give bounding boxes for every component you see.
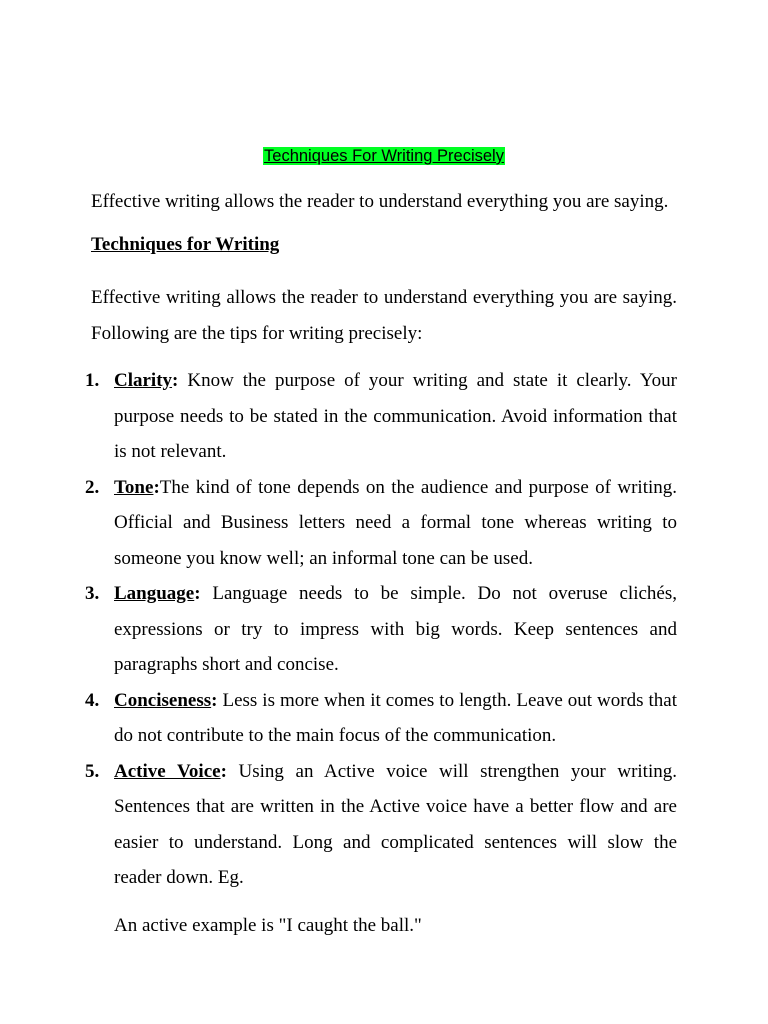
list-item-number: 5. [85,760,100,782]
section-intro-paragraph: Effective writing allows the reader to understand everything you are saying. Following are the tips for writing precisely: [91,287,677,344]
list-item-text: Using an Active voice will strengthen your writing. Sentences that are written in the Active voice have a better flow and are easier to understand. Long and complicated sentences will slow the reader down. Eg. [114,760,677,888]
list-item-number: 2. [85,476,100,498]
list-item-number: 3. [85,583,100,604]
list-item-number: 4. [85,689,100,711]
list-item-term: Conciseness [114,689,212,711]
list-item-text: Less is more when it comes to length. Leave out words that do not contribute to the main focus of the communication. [114,689,677,746]
list-item [85,683,677,754]
list-item-colon: : [211,689,218,711]
document-title [91,143,677,170]
list-item-term: Clarity [114,370,173,391]
list-item-number: 1. [85,370,100,391]
list-item-text: Language needs to be simple. Do not overuse clichés, expressions or try to impress with big words. Keep sentences and paragraphs short and concise. [114,583,677,675]
list-item-colon: : [153,476,160,498]
intro-paragraph: Effective writing allows the reader to understand everything you are saying. [91,191,669,212]
list-item [85,470,677,577]
list-item-colon: : [172,370,179,391]
list-item [85,363,677,470]
section-heading: Techniques for Writing [91,234,280,255]
list-item-term: Tone [114,476,154,498]
list-item-text: The kind of tone depends on the audience and purpose of writing. Official and Business letters need a formal tone whereas writing to someone you know well; an informal tone can be used. [114,476,677,569]
list-item-colon: : [194,583,201,604]
list-item-term: Language [114,583,195,604]
list-item-term: Active Voice [114,760,221,782]
list-item [85,576,677,683]
document-page [85,143,677,944]
list-item-text: Know the purpose of your writing and state it clearly. Your purpose needs to be stated in the communication. Avoid information that is not relevant. [114,370,677,462]
example-sentence: An active example is "I caught the ball." [114,914,422,936]
document-title-text: Techniques For Writing Precisely [264,147,504,165]
list-item [85,754,677,896]
tips-list [85,363,677,896]
list-item-colon: : [220,760,227,782]
